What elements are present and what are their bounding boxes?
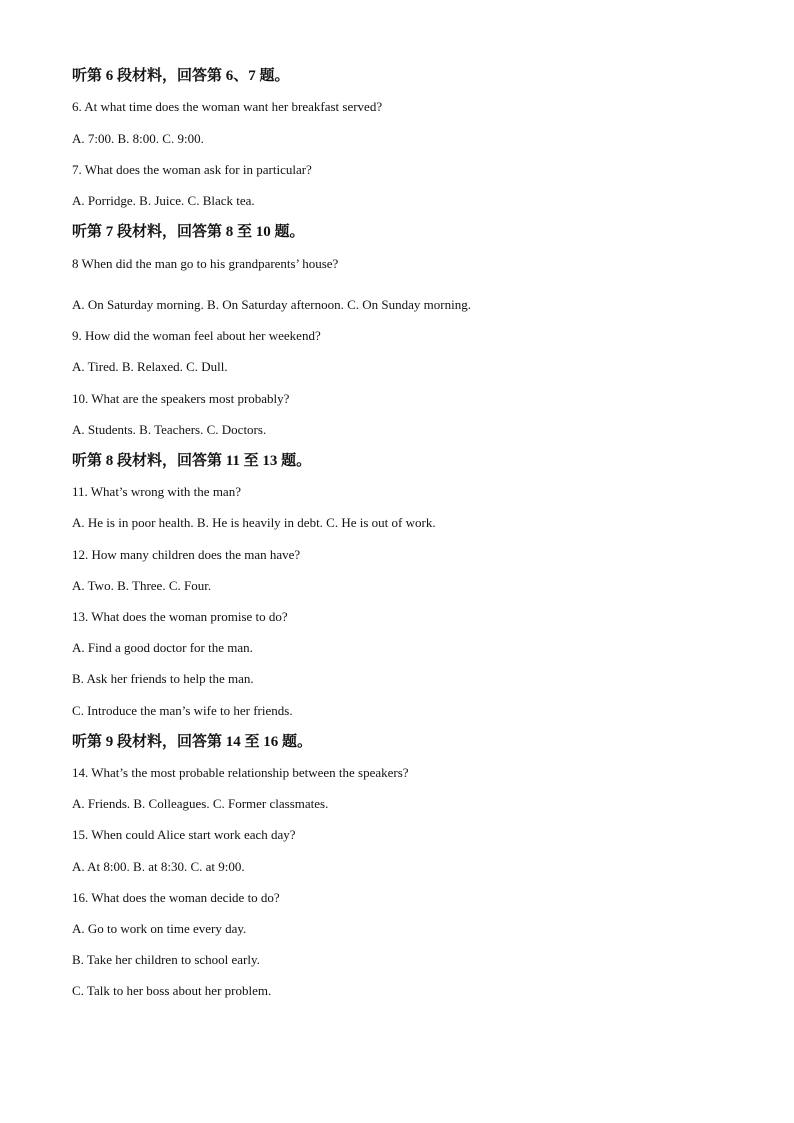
answer-options: A. Students. B. Teachers. C. Doctors. bbox=[72, 422, 267, 437]
question-text: 10. What are the speakers most probably? bbox=[72, 391, 290, 406]
answer-options: A. 7:00. B. 8:00. C. 9:00. bbox=[72, 131, 204, 146]
answer-option: C. Talk to her boss about her problem. bbox=[72, 983, 272, 998]
question-text: 8 When did the man go to his grandparents’ house? bbox=[72, 256, 339, 271]
section-heading: 听第 9 段材料，回答第 14 至 16 题。 bbox=[72, 734, 313, 750]
answer-options: A. Two. B. Three. C. Four. bbox=[72, 578, 212, 593]
question-text: 11. What’s wrong with the man? bbox=[72, 484, 241, 499]
answer-option: C. Introduce the man’s wife to her friends. bbox=[72, 703, 293, 718]
answer-options: A. Friends. B. Colleagues. C. Former classmates. bbox=[72, 796, 329, 811]
answer-options: A. Porridge. B. Juice. C. Black tea. bbox=[72, 193, 255, 208]
question-text: 16. What does the woman decide to do? bbox=[72, 890, 280, 905]
question-text: 13. What does the woman promise to do? bbox=[72, 609, 288, 624]
question-text: 15. When could Alice start work each day? bbox=[72, 827, 296, 842]
answer-option: B. Take her children to school early. bbox=[72, 952, 260, 967]
question-text: 7. What does the woman ask for in particular? bbox=[72, 162, 312, 177]
answer-options: A. On Saturday morning. B. On Saturday afternoon. C. On Sunday morning. bbox=[72, 297, 471, 312]
answer-options: A. He is in poor health. B. He is heavily in debt. C. He is out of work. bbox=[72, 515, 436, 530]
section-heading: 听第 6 段材料，回答第 6、7 题。 bbox=[72, 68, 290, 84]
answer-option: A. Find a good doctor for the man. bbox=[72, 640, 253, 655]
answer-options: A. Tired. B. Relaxed. C. Dull. bbox=[72, 359, 228, 374]
question-text: 14. What’s the most probable relationship between the speakers? bbox=[72, 765, 409, 780]
answer-options: A. At 8:00. B. at 8:30. C. at 9:00. bbox=[72, 859, 245, 874]
question-text: 6. At what time does the woman want her breakfast served? bbox=[72, 99, 383, 114]
answer-option: B. Ask her friends to help the man. bbox=[72, 671, 254, 686]
answer-option: A. Go to work on time every day. bbox=[72, 921, 247, 936]
section-heading: 听第 7 段材料，回答第 8 至 10 题。 bbox=[72, 224, 305, 240]
question-text: 12. How many children does the man have? bbox=[72, 547, 301, 562]
section-heading: 听第 8 段材料，回答第 11 至 13 题。 bbox=[72, 453, 312, 469]
question-text: 9. How did the woman feel about her weekend? bbox=[72, 328, 321, 343]
